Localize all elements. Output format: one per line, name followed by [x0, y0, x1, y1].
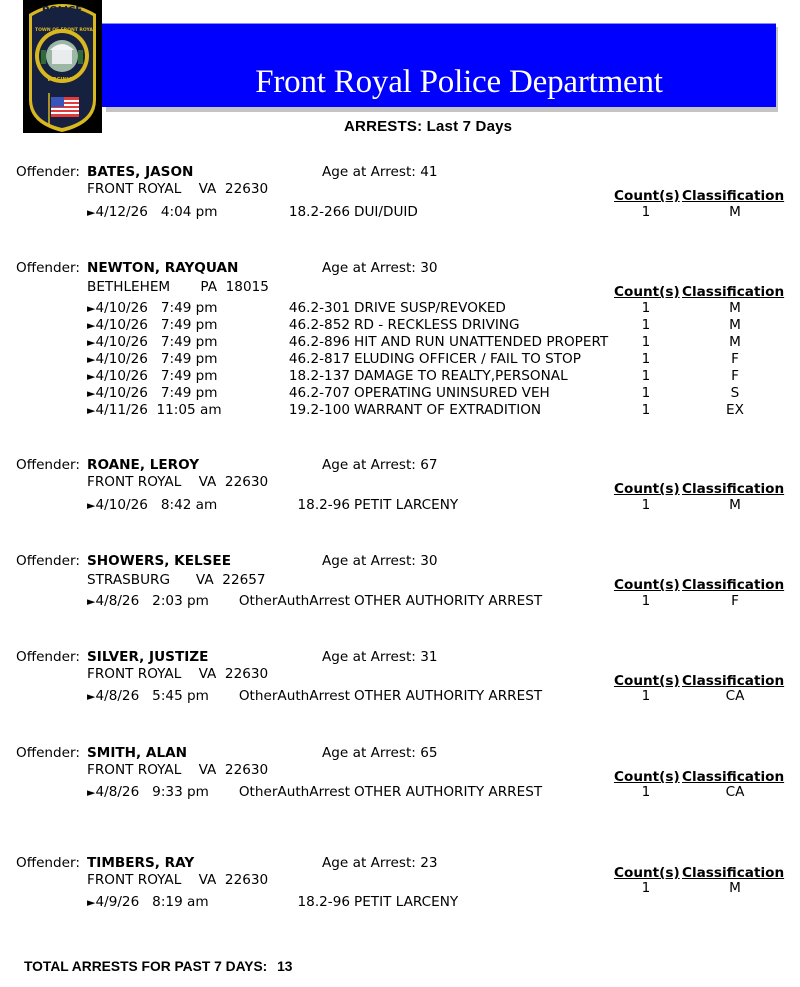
police-badge-logo: [23, 0, 102, 133]
charge-description: DAMAGE TO REALTY,PERSONAL: [354, 368, 568, 384]
charge-classification: EX: [726, 402, 744, 418]
charge-code: 19.2-100: [288, 402, 350, 418]
triangle-right-icon: ►: [87, 302, 96, 315]
age-label: Age at Arrest:: [322, 260, 421, 276]
charge-datetime-value: 4/8/26 5:45 pm: [95, 688, 209, 704]
charge-datetime: [87, 593, 209, 609]
charge-datetime: [87, 300, 218, 316]
charge-code: 18.2-137: [288, 368, 350, 384]
badge-text-ring: TOWN OF FRONT ROYAL: [35, 28, 96, 33]
age-label: Age at Arrest:: [322, 457, 421, 473]
charge-classification: F: [731, 593, 739, 609]
charge-code: 46.2-817: [288, 351, 350, 367]
offender-name: TIMBERS, RAY: [87, 855, 195, 871]
offender-name: SILVER, JUSTIZE: [87, 649, 209, 665]
total-arrests: [24, 959, 292, 974]
charge-code: OtherAuthArrest: [238, 784, 350, 800]
age-value: 23: [420, 855, 438, 871]
charge-datetime: [87, 351, 218, 367]
triangle-right-icon: ►: [87, 404, 96, 417]
charge-row: [0, 334, 800, 351]
classification-column-header: Classification: [682, 284, 785, 300]
charge-datetime-value: 4/8/26 9:33 pm: [95, 784, 209, 800]
count-column-header: Count(s): [614, 188, 680, 204]
count-column-header: Count(s): [614, 481, 680, 497]
police-badge-icon: [23, 0, 102, 133]
charge-classification: M: [729, 300, 741, 316]
age-at-arrest: [322, 260, 438, 276]
classification-column-header: Classification: [682, 481, 785, 497]
offender-name: NEWTON, RAYQUAN: [87, 260, 239, 276]
age-label: Age at Arrest:: [322, 855, 421, 871]
us-flag-icon: [51, 97, 79, 117]
charge-code: 18.2-96: [297, 497, 350, 513]
triangle-right-icon: ►: [87, 336, 96, 349]
age-label: Age at Arrest:: [322, 164, 421, 180]
charge-code: 46.2-301: [288, 300, 350, 316]
charge-count: 1: [641, 317, 651, 333]
report-title: ARRESTS: Last 7 Days: [344, 118, 513, 135]
charge-description: OTHER AUTHORITY ARREST: [354, 688, 543, 704]
charge-count: 1: [641, 497, 651, 513]
classification-column-header: Classification: [682, 188, 785, 204]
charge-datetime-value: 4/10/26 7:49 pm: [95, 368, 218, 384]
offender-name: SMITH, ALAN: [87, 745, 188, 761]
triangle-right-icon: ►: [87, 206, 96, 219]
age-value: 67: [420, 457, 438, 473]
count-column-header: Count(s): [614, 577, 680, 593]
age-at-arrest: [322, 745, 438, 761]
total-arrests-label: TOTAL ARRESTS FOR PAST 7 DAYS:: [24, 959, 268, 974]
triangle-right-icon: ►: [87, 595, 96, 608]
charge-datetime-value: 4/11/26 11:05 am: [95, 402, 222, 418]
charge-count: 1: [641, 385, 651, 401]
charge-classification: F: [731, 368, 739, 384]
offender-address: FRONT ROYAL VA 22630: [87, 666, 269, 682]
badge-text-top: POLICE: [42, 5, 83, 16]
charge-datetime: [87, 402, 222, 418]
triangle-right-icon: ►: [87, 896, 96, 909]
charge-classification: M: [729, 317, 741, 333]
offender-address: FRONT ROYAL VA 22630: [87, 181, 269, 197]
charge-classification: S: [730, 385, 740, 401]
triangle-right-icon: ►: [87, 387, 96, 400]
age-at-arrest: [322, 553, 438, 569]
charge-code: 46.2-896: [288, 334, 350, 350]
triangle-right-icon: ►: [87, 353, 96, 366]
charge-datetime: [87, 368, 218, 384]
offender-address: FRONT ROYAL VA 22630: [87, 474, 269, 490]
charge-count: 1: [641, 204, 651, 220]
triangle-right-icon: ►: [87, 786, 96, 799]
classification-column-header: Classification: [682, 865, 785, 881]
triangle-right-icon: ►: [87, 690, 96, 703]
count-column-header: Count(s): [614, 865, 680, 881]
offender-address: FRONT ROYAL VA 22630: [87, 872, 269, 888]
charge-datetime-value: 4/12/26 4:04 pm: [95, 204, 218, 220]
charge-description: ELUDING OFFICER / FAIL TO STOP: [354, 351, 581, 367]
offender-address: BETHLEHEM PA 18015: [87, 279, 269, 295]
charge-datetime: [87, 688, 209, 704]
charge-datetime-value: 4/10/26 7:49 pm: [95, 351, 218, 367]
classification-column-header: Classification: [682, 769, 785, 785]
charge-datetime-value: 4/10/26 8:42 am: [95, 497, 218, 513]
age-label: Age at Arrest:: [322, 553, 421, 569]
charge-row: [0, 385, 800, 402]
charge-datetime-value: 4/10/26 7:49 pm: [95, 334, 218, 350]
age-value: 30: [420, 260, 438, 276]
charge-datetime: [87, 334, 218, 350]
offender-label: Offender:: [16, 745, 80, 761]
charge-classification: M: [729, 204, 741, 220]
charge-code: OtherAuthArrest: [238, 593, 350, 609]
age-value: 65: [420, 745, 438, 761]
charge-classification: CA: [725, 688, 745, 704]
charge-count: 1: [641, 300, 651, 316]
charge-code: 18.2-96: [297, 894, 350, 910]
charge-description: DRIVE SUSP/REVOKED: [354, 300, 506, 316]
charge-datetime-value: 4/10/26 7:49 pm: [95, 300, 218, 316]
department-banner: [102, 23, 776, 107]
charge-count: 1: [641, 880, 651, 896]
charge-row: [0, 593, 800, 610]
age-label: Age at Arrest:: [322, 745, 421, 761]
charge-row: [0, 351, 800, 368]
age-value: 30: [420, 553, 438, 569]
charge-row: [0, 204, 800, 221]
age-at-arrest: [322, 164, 438, 180]
charge-datetime: [87, 894, 209, 910]
charge-description: OTHER AUTHORITY ARREST: [354, 784, 543, 800]
classification-column-header: Classification: [682, 673, 785, 689]
department-name: Front Royal Police Department: [255, 64, 663, 100]
charge-row: [0, 368, 800, 385]
age-value: 31: [420, 649, 438, 665]
charge-datetime: [87, 385, 218, 401]
count-column-header: Count(s): [614, 769, 680, 785]
charge-datetime: [87, 317, 218, 333]
charge-description: DUI/DUID: [354, 204, 418, 220]
classification-column-header: Classification: [682, 577, 785, 593]
charge-description: WARRANT OF EXTRADITION: [354, 402, 542, 418]
age-at-arrest: [322, 457, 438, 473]
triangle-right-icon: ►: [87, 370, 96, 383]
charge-datetime-value: 4/10/26 7:49 pm: [95, 385, 218, 401]
offender-label: Offender:: [16, 855, 80, 871]
offender-address: STRASBURG VA 22657: [87, 572, 266, 588]
offender-name: ROANE, LEROY: [87, 457, 200, 473]
offender-name: SHOWERS, KELSEE: [87, 553, 232, 569]
charge-code: 46.2-852: [288, 317, 350, 333]
offender-label: Offender:: [16, 457, 80, 473]
charge-row: [0, 688, 800, 705]
charge-count: 1: [641, 402, 651, 418]
offender-label: Offender:: [16, 260, 80, 276]
charge-classification: M: [729, 497, 741, 513]
charge-classification: M: [729, 880, 741, 896]
charge-classification: F: [731, 351, 739, 367]
offender-label: Offender:: [16, 164, 80, 180]
charge-count: 1: [641, 368, 651, 384]
charge-description: PETIT LARCENY: [354, 894, 459, 910]
charge-code: 18.2-266: [288, 204, 350, 220]
charge-row: [0, 784, 800, 801]
charge-datetime: [87, 497, 217, 513]
age-value: 41: [420, 164, 438, 180]
charge-count: 1: [641, 784, 651, 800]
offender-label: Offender:: [16, 649, 80, 665]
badge-text-bottom: VIRGINIA: [47, 77, 73, 83]
charge-count: 1: [641, 334, 651, 350]
count-column-header: Count(s): [614, 673, 680, 689]
triangle-right-icon: ►: [87, 319, 96, 332]
triangle-right-icon: ►: [87, 499, 96, 512]
charge-description: HIT AND RUN UNATTENDED PROPERT: [354, 334, 609, 350]
charge-row: [0, 317, 800, 334]
count-column-header: Count(s): [614, 284, 680, 300]
charge-row: [0, 300, 800, 317]
charge-count: 1: [641, 593, 651, 609]
charge-datetime: [87, 784, 209, 800]
charge-count: 1: [641, 351, 651, 367]
charge-description: RD - RECKLESS DRIVING: [354, 317, 520, 333]
charge-description: PETIT LARCENY: [354, 497, 459, 513]
charge-row: [0, 402, 800, 419]
charge-description: OPERATING UNINSURED VEH: [354, 385, 550, 401]
charge-row: [0, 497, 800, 514]
charge-classification: CA: [725, 784, 745, 800]
charge-description: OTHER AUTHORITY ARREST: [354, 593, 543, 609]
charge-datetime-value: 4/10/26 7:49 pm: [95, 317, 218, 333]
offender-address: FRONT ROYAL VA 22630: [87, 762, 269, 778]
age-at-arrest: [322, 649, 438, 665]
charge-code: 46.2-707: [288, 385, 350, 401]
offender-label: Offender:: [16, 553, 80, 569]
charge-code: OtherAuthArrest: [238, 688, 350, 704]
total-arrests-value: 13: [277, 959, 293, 974]
age-label: Age at Arrest:: [322, 649, 421, 665]
offender-name: BATES, JASON: [87, 164, 194, 180]
charge-count: 1: [641, 688, 651, 704]
charge-classification: M: [729, 334, 741, 350]
charge-datetime: [87, 204, 218, 220]
charge-datetime-value: 4/9/26 8:19 am: [95, 894, 209, 910]
charge-datetime-value: 4/8/26 2:03 pm: [95, 593, 209, 609]
age-at-arrest: [322, 855, 438, 871]
